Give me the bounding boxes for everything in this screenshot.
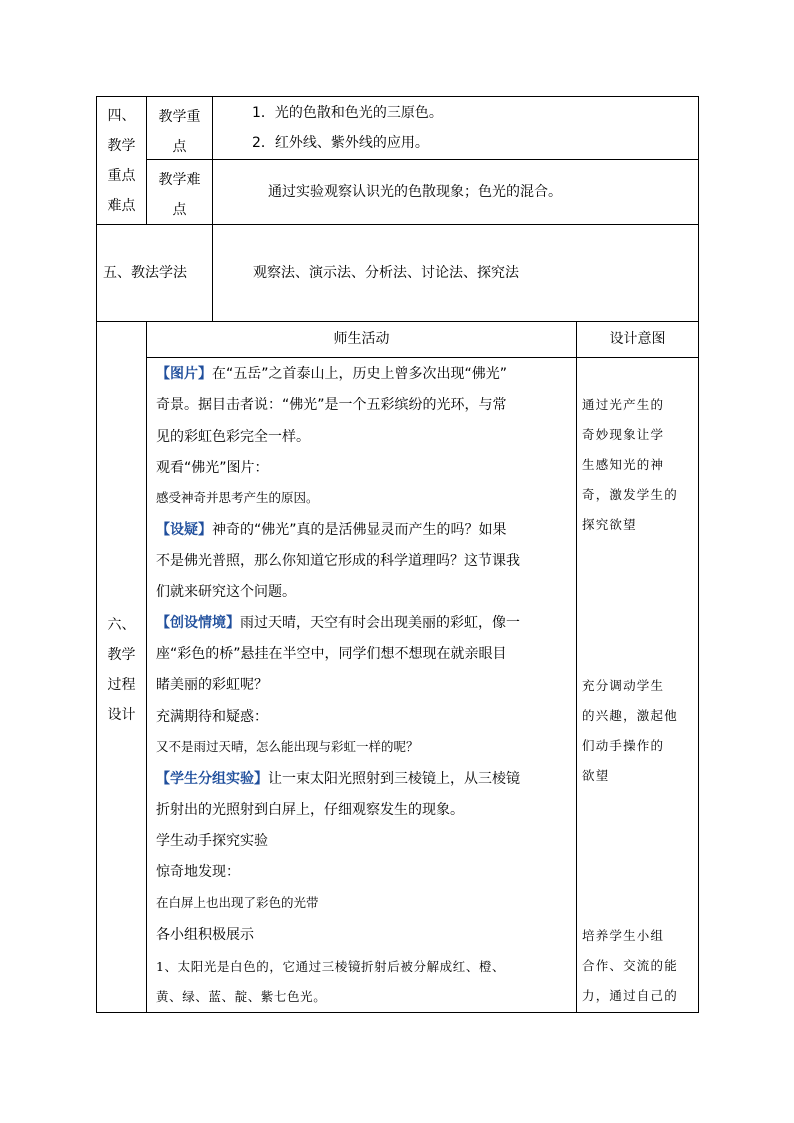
activity-line: 各小组积极展示 <box>156 927 254 943</box>
table-border-right <box>698 96 699 1013</box>
activity-line: 们就来研究这个问题。 <box>156 584 296 600</box>
student-response: 1、太阳光是白色的，它通过三棱镜折射后被分解成红、橙、 <box>156 959 506 974</box>
activity-line: 【学生分组实验】让一束太阳光照射到三棱镜上，从三棱镜 <box>156 771 520 787</box>
table-border-top <box>96 96 699 97</box>
divider-section5-col <box>212 224 213 322</box>
table-border-left <box>96 96 97 1013</box>
design-note-3: 培养学生小组 合作、交流的能 力，通过自己的 <box>582 928 678 1003</box>
activity-line: 座“彩色的桥”悬挂在半空中，同学们想不想现在就亲眼目 <box>156 646 507 662</box>
student-response: 在白屏上也出现了彩色的光带 <box>156 895 319 910</box>
divider-section4-sub <box>212 96 213 224</box>
tag-scenario: 【创设情境】 <box>156 615 240 631</box>
activity-line: 学生动手探究实验 <box>156 833 268 849</box>
student-response: 黄、绿、蓝、靛、紫七色光。 <box>156 989 327 1004</box>
key-points-label: 教学重 点 <box>158 109 201 155</box>
section5-text: 观察法、演示法、分析法、讨论法、探究法 <box>253 265 519 281</box>
key-point-1: 1．光的色散和色光的三原色。 <box>252 105 443 121</box>
tag-picture: 【图片】 <box>156 366 212 382</box>
activity-line: 观看“佛光”图片： <box>156 460 269 476</box>
activity-line: 【创设情境】雨过天晴，天空有时会出现美丽的彩虹，像一 <box>156 615 520 631</box>
divider-section6-col <box>146 321 147 1013</box>
activity-line: 见的彩虹色彩完全一样。 <box>156 429 310 445</box>
divider-section6-design-col <box>576 321 577 1013</box>
section4-label: 四、 教学 重点 难点 <box>107 108 136 214</box>
difficult-points-text: 通过实验观察认识光的色散现象；色光的混合。 <box>268 184 562 200</box>
divider-section6-header <box>146 357 699 358</box>
student-response: 又不是雨过天晴，怎么能出现与彩虹一样的呢？ <box>156 739 419 754</box>
activity-line: 充满期待和疑惑： <box>156 709 268 725</box>
tag-group-experiment: 【学生分组实验】 <box>156 771 268 787</box>
section6-label: 六、 教学 过程 设计 <box>107 617 136 723</box>
activity-line: 惊奇地发现： <box>156 864 240 880</box>
design-note-2: 充分调动学生 的兴趣，激起他 们动手操作的 欲望 <box>582 678 678 783</box>
difficult-points-label: 教学难 点 <box>158 172 201 218</box>
activity-line: 不是佛光普照，那么你知道它形成的科学道理吗？这节课我 <box>156 553 520 569</box>
activity-line: 睹美丽的彩虹呢？ <box>156 677 268 693</box>
activity-line: 【设疑】神奇的“佛光”真的是活佛显灵而产生的吗？如果 <box>156 522 507 538</box>
activity-line: 折射出的光照射到白屏上，仔细观察发生的现象。 <box>156 802 464 818</box>
divider-section5-end <box>96 321 699 322</box>
header-design: 设计意图 <box>609 331 666 347</box>
table-border-bottom <box>96 1012 699 1013</box>
divider-section4-rows <box>146 159 699 160</box>
header-activity: 师生活动 <box>333 331 390 347</box>
activity-line: 奇景。据目击者说：“佛光”是一个五彩缤纷的光环，与常 <box>156 397 507 413</box>
section5-label: 五、教法学法 <box>103 265 187 281</box>
activity-line: 【图片】在“五岳”之首泰山上，历史上曾多次出现“佛光” <box>156 366 508 382</box>
tag-question: 【设疑】 <box>156 522 212 538</box>
design-note-1: 通过光产生的 奇妙现象让学 生感知光的神 奇，激发学生的 探究欲望 <box>582 397 678 532</box>
key-point-2: 2．红外线、紫外线的应用。 <box>252 135 429 151</box>
student-response: 感受神奇并思考产生的原因。 <box>156 490 319 505</box>
